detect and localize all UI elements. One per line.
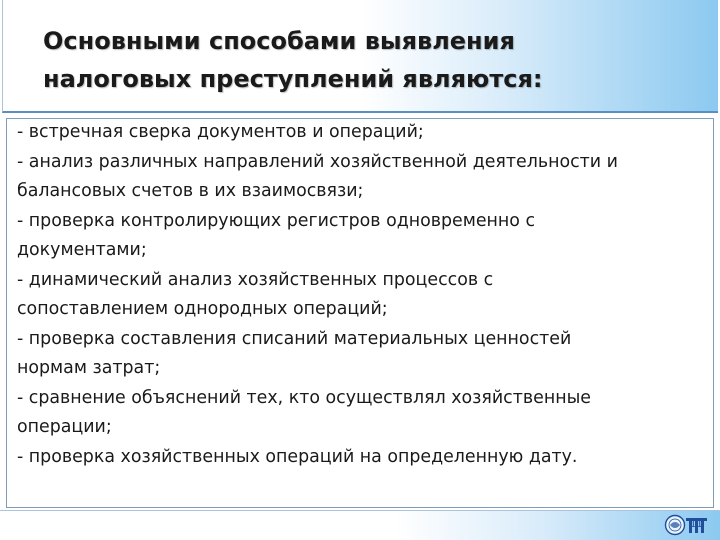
content-line: - проверка контролирующих регистров одновременно с bbox=[17, 210, 536, 231]
university-logo-icon bbox=[664, 512, 710, 538]
content-line: операции; bbox=[17, 417, 112, 437]
page-number: 11 bbox=[690, 519, 703, 530]
content-line: - анализ различных направлений хозяйственной деятельности и bbox=[17, 151, 618, 172]
title-line-1: Основными способами выявления bbox=[43, 27, 515, 55]
content-line: балансовых счетов в их взаимосвязи; bbox=[17, 181, 364, 201]
content-line: нормам затрат; bbox=[17, 358, 161, 378]
slide-title bbox=[43, 22, 643, 98]
footer-bar bbox=[0, 510, 720, 540]
content-line: - сравнение объяснений тех, кто осуществлял хозяйственные bbox=[17, 387, 591, 408]
content-line: - динамический анализ хозяйственных процессов с bbox=[17, 269, 494, 290]
content-list bbox=[17, 118, 697, 472]
content-line: документами; bbox=[17, 240, 147, 260]
content-line: - встречная сверка документов и операций; bbox=[17, 122, 424, 142]
content-line: - проверка хозяйственных операций на определенную дату. bbox=[17, 446, 578, 467]
title-line-2: налоговых преступлений являются: bbox=[43, 65, 543, 93]
content-line: сопоставлением однородных операций; bbox=[17, 299, 388, 319]
content-line: - проверка составления списаний материальных ценностей bbox=[17, 328, 572, 349]
footer-divider bbox=[0, 510, 720, 511]
